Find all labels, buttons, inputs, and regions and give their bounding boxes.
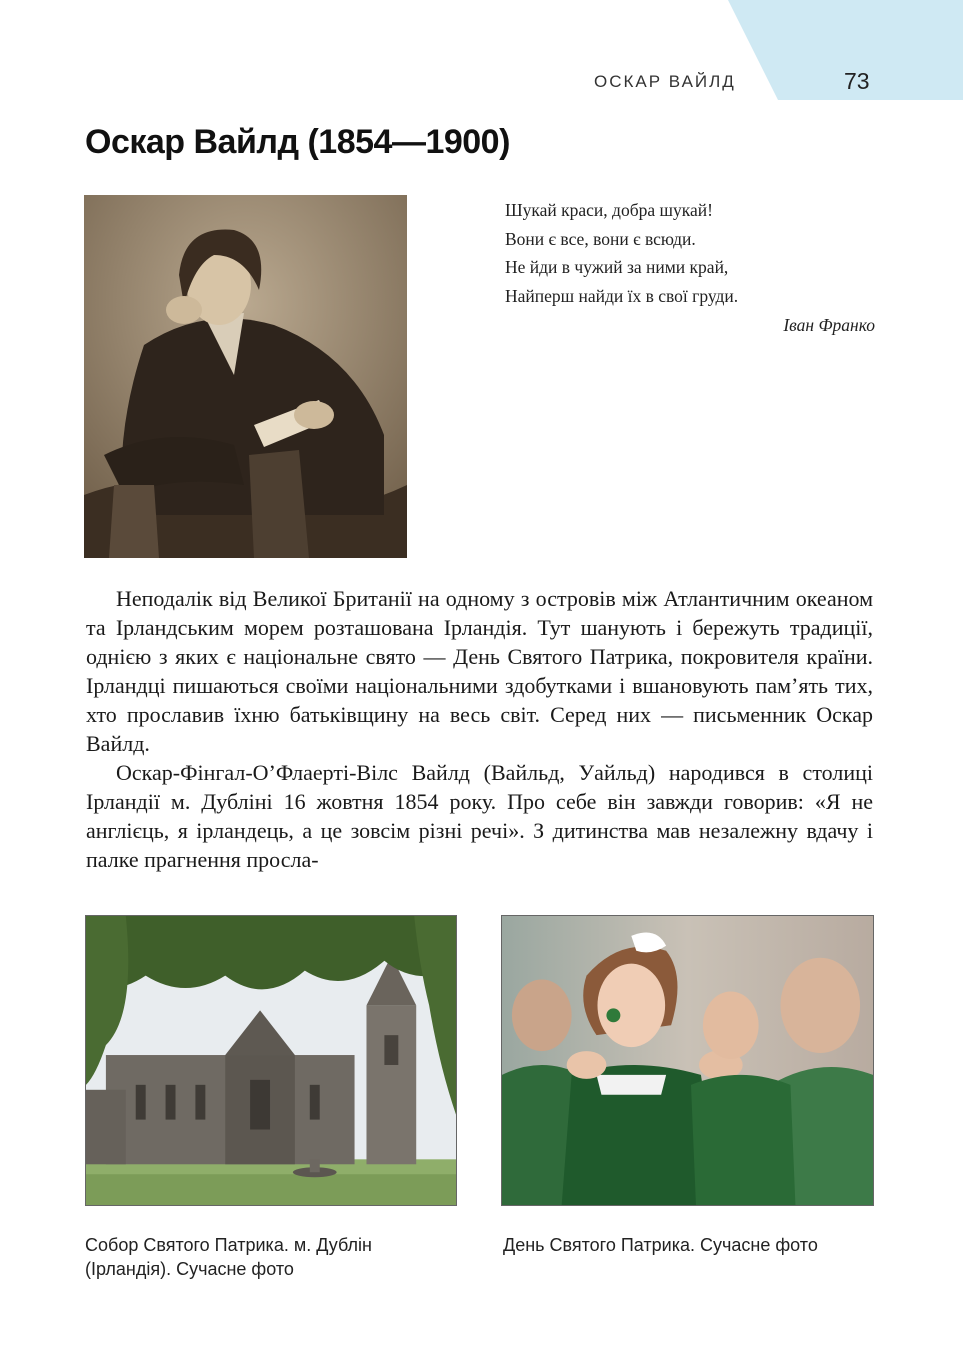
body-text (86, 584, 873, 874)
running-title: ОСКАР ВАЙЛД (594, 72, 736, 91)
paragraph: Неподалік від Великої Британії на одному з островів між Атлантичним океаном та Ірландським морем розташована Ірландія. Тут шанують і бережуть традиції, однією з яких є національне свято — День Святого Патрика, покровителя країни. Ірландці пишаються своїми національними здобутками і вшановують пам’ять тих, хто прославив їхню батьківщину на весь світ. Серед них — письменник Оскар Вайлд. (86, 586, 873, 756)
page-number: 73 (844, 68, 870, 94)
caption-line: Собор Святого Патрика. м. Дублін (85, 1235, 372, 1255)
cathedral-caption (85, 1233, 445, 1281)
epigraph (505, 196, 875, 340)
caption-line: День Святого Патрика. Сучасне фото (503, 1235, 818, 1255)
paragraph: Оскар-Фінгал-О’Флаерті-Вілс Вайлд (Вайльд, Уайльд) народився в столиці Ірландії м. Дубліні 16 жовтня 1854 року. Про себе він завжди говорив: «Я не англієць, я ірландець, а це зовсім різні речі». З дитинства мав незалежну вдачу і палке прагнення просла- (86, 760, 873, 872)
parade-caption (503, 1233, 873, 1257)
parade-photo (501, 915, 874, 1206)
cathedral-photo (85, 915, 457, 1206)
page-title: Оскар Вайлд (1854—1900) (85, 123, 510, 161)
epigraph-line: Не йди в чужий за ними край, (505, 257, 729, 277)
caption-line: (Ірландія). Сучасне фото (85, 1259, 294, 1279)
parade-illustration (502, 916, 873, 1205)
epigraph-line: Найперш найди їх в свої груди. (505, 285, 739, 306)
epigraph-author: Іван Франко (783, 315, 875, 335)
portrait-illustration (84, 195, 407, 558)
portrait-image (84, 195, 407, 558)
epigraph-line: Вони є все, вони є всюди. (505, 228, 696, 249)
epigraph-line: Шукай краси, добра шукай! (505, 200, 713, 220)
cathedral-illustration (86, 916, 456, 1205)
